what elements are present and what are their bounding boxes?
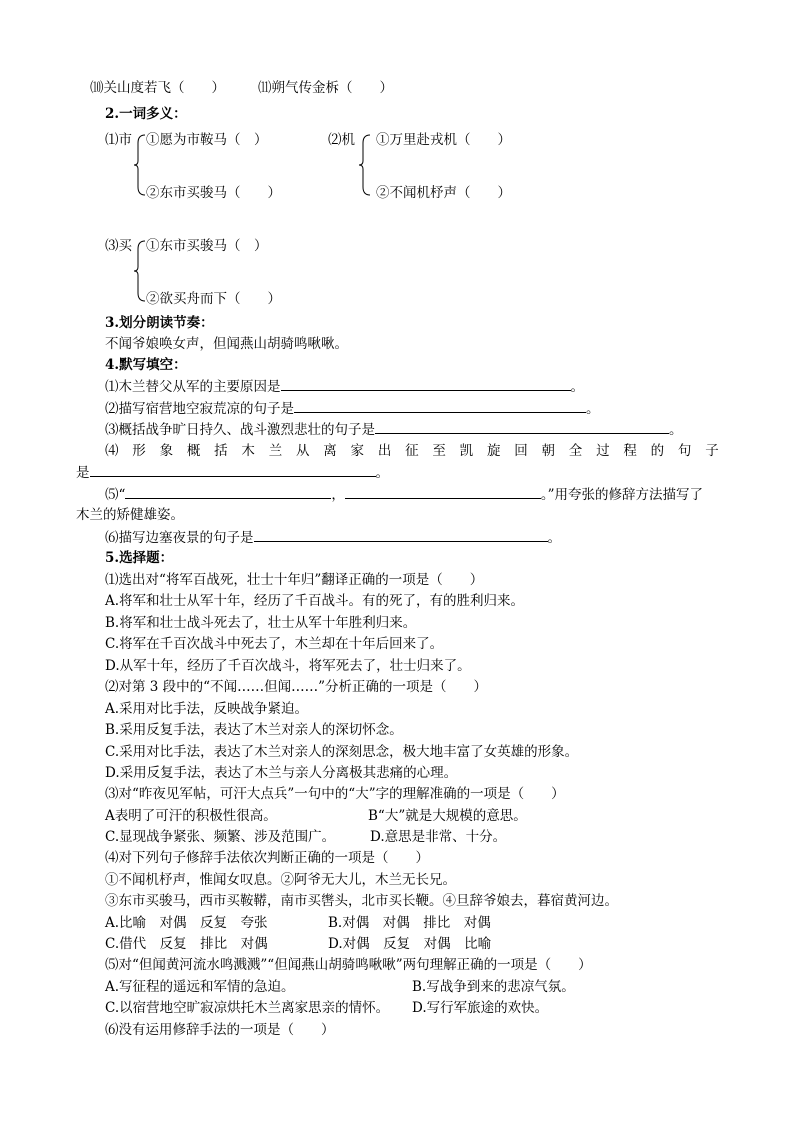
q4-s4-char: 朝 (541, 443, 555, 459)
q2-title: 2.一词多义： (105, 106, 187, 122)
q2-group3-label: ⑶买 (105, 238, 132, 254)
q4-s4-line (105, 441, 719, 461)
q4-s2-prompt: ⑵描写宿营地空寂荒凉的句子是 (105, 401, 294, 417)
q4-s2 (105, 398, 600, 419)
q5-p3-option-c: C.显现战争紧张、频繁、涉及范围广。 (105, 829, 336, 845)
q5-p1-option-b: B.将军和壮士战斗死去了，壮士从军十年胜利归来。 (105, 615, 417, 631)
q4-s4-char: 凯 (459, 443, 474, 459)
q5-p4-option-a: A.比喻 对偶 反复 夸张 (105, 915, 268, 931)
q4-s4-char: 全 (568, 443, 583, 459)
q4-s4-char: 子 (705, 443, 719, 459)
q4-s1-prompt: ⑴木兰替父从军的主要原因是 (105, 379, 281, 395)
q4-s3-prompt: ⑶概括战争旷日持久、战斗激烈悲壮的句子是 (105, 422, 375, 438)
q4-s5-blank-1[interactable] (125, 484, 331, 499)
q4-s6-end: 。 (547, 530, 561, 546)
q4-s1-end: 。 (570, 379, 584, 395)
q2-group2-label: ⑵机 (328, 132, 355, 148)
q4-s1 (105, 376, 584, 397)
q4-s4-char: 离 (323, 443, 337, 459)
q2-group3-a: ①东市买骏马（ ） (146, 238, 268, 254)
q4-s1-blank[interactable] (281, 376, 571, 391)
q4-s4-char: 回 (514, 443, 528, 459)
q5-p2-option-a: A.采用对比手法，反映战争紧迫。 (105, 701, 309, 717)
q4-s5 (105, 484, 703, 505)
q4-s6-blank[interactable] (254, 527, 548, 542)
q4-s5-blank-2[interactable] (345, 484, 541, 499)
q2-group1-brace (133, 133, 147, 197)
q4-s4-char: 至 (432, 443, 446, 459)
q4-s4-char: 木 (241, 443, 255, 459)
q3-title: 3.划分朗读节奏： (105, 315, 214, 331)
q4-s2-blank[interactable] (294, 398, 586, 413)
q4-s6 (105, 527, 561, 548)
q5-title: 5.选择题： (105, 550, 174, 566)
q5-p1-option-c: C.将军在千百次战斗中死去了，木兰却在十年后回来了。 (105, 636, 444, 652)
q4-s2-end: 。 (586, 401, 600, 417)
q5-p1-stem: ⑴选出对“将军百战死，壮士十年归”翻译正确的一项是（ ） (105, 572, 484, 588)
q1-item-11: ⑾朔气传金柝（ ） (258, 80, 393, 96)
q4-s4-char: ⑷ (105, 443, 119, 459)
q4-s4-char: 的 (650, 443, 665, 459)
q5-p3-stem: ⑶对“昨夜见军帖，可汗大点兵”一句中的“大”字的理解准确的一项是（ ） (105, 786, 565, 802)
q4-s4-char: 过 (596, 443, 610, 459)
q1-item-10: ⑽关山度若飞（ ） (90, 80, 225, 96)
q2-group1-label: ⑴市 (105, 132, 132, 148)
q4-s5-post: 。”用夸张的修辞方法描写了 (540, 487, 704, 503)
q5-p5-option-c: C.以宿营地空旷寂凉烘托木兰离家思亲的情怀。 (105, 1000, 390, 1016)
q4-s4-char: 句 (677, 443, 692, 459)
q5-p4-stem: ⑷对下列句子修辞手法依次判断正确的一项是（ ） (105, 850, 429, 866)
q5-p4-option-b: B.对偶 对偶 排比 对偶 (328, 915, 491, 931)
q4-s4-char: 概 (186, 443, 201, 459)
q5-p5-option-a: A.写征程的遥远和军情的急迫。 (105, 979, 295, 995)
q4-s5-prompt: ⑸“ (105, 487, 126, 503)
q4-s4-char: 从 (295, 443, 310, 459)
q5-p1-option-a: A.将军和壮士从军十年，经历了千百战斗。有的死了，有的胜利归来。 (105, 593, 525, 609)
q3-text: 不闻爷娘唤女声，但闻燕山胡骑鸣啾啾。 (105, 336, 348, 352)
q4-s3-end: 。 (669, 422, 683, 438)
q4-s4-end: 。 (375, 465, 389, 481)
q5-p2-option-c: C.采用对比手法，表达了木兰对亲人的深刻思念，极大地丰富了女英雄的形象。 (105, 744, 579, 760)
q2-group3-brace (133, 239, 147, 303)
q4-s4-char: 程 (623, 443, 637, 459)
q4-s4-char: 出 (377, 443, 392, 459)
q5-p4-option-d: D.对偶 反复 对偶 比喻 (328, 936, 492, 952)
q4-s4-char: 括 (214, 443, 228, 459)
q2-group2-b: ②不闻机杼声（ ） (376, 185, 511, 201)
q2-group2-brace (358, 133, 372, 197)
q5-p2-option-d: D.采用反复手法，表达了木兰与亲人分离极其悲痛的心理。 (105, 765, 458, 781)
q4-s4-char: 旋 (486, 443, 501, 459)
q5-p6-stem: ⑹没有运用修辞手法的一项是（ ） (105, 1022, 335, 1038)
q4-s4-blank[interactable] (90, 462, 376, 477)
q4-s4-char: 象 (159, 443, 174, 459)
q4-s4-char: 征 (405, 443, 419, 459)
q2-group3-b: ②欲买舟而下（ ） (146, 291, 281, 307)
q4-s4-char: 形 (132, 443, 146, 459)
q5-p4-sentences-1: ①不闻机杼声，惟闻女叹息。②阿爷无大儿，木兰无长兄。 (105, 872, 456, 888)
q5-p4-sentences-2: ③东市买骏马，西市买鞍鞯，南市买辔头，北市买长鞭。④旦辞爷娘去，暮宿黄河边。 (105, 893, 618, 909)
q4-s4-char: 兰 (268, 443, 283, 459)
q5-p3-option-d: D.意思是非常、十分。 (370, 829, 507, 845)
q5-p2-option-b: B.采用反复手法，表达了木兰对亲人的深切怀念。 (105, 722, 403, 738)
q4-s4-cont-text: 是 (76, 465, 90, 481)
q2-group2-a: ①万里赴戎机（ ） (376, 132, 511, 148)
q5-p5-option-d: D.写行军旅途的欢快。 (412, 1000, 549, 1016)
q4-s3 (105, 419, 683, 440)
q4-s4-char: 家 (350, 443, 365, 459)
q4-s5-comma: ， (331, 487, 345, 503)
q5-p5-option-b: B.写战争到来的悲凉气氛。 (412, 979, 575, 995)
q4-s3-blank[interactable] (375, 419, 669, 434)
q4-s5-cont: 木兰的矫健雄姿。 (76, 507, 184, 523)
q4-s4-cont (76, 462, 389, 483)
q5-p5-stem: ⑸对“但闻黄河流水鸣溅溅”“但闻燕山胡骑鸣啾啾”两句理解正确的一项是（ ） (105, 957, 592, 973)
q5-p3-option-a: A表明了可汗的积极性很高。 (105, 808, 277, 824)
q5-p4-option-c: C.借代 反复 排比 对偶 (105, 936, 268, 952)
q5-p1-option-d: D.从军十年，经历了千百次战斗，将军死去了，壮士归来了。 (105, 658, 471, 674)
q2-group1-b: ②东市买骏马（ ） (146, 185, 281, 201)
q4-title: 4.默写填空： (105, 357, 187, 373)
q2-group1-a: ①愿为市鞍马（ ） (146, 132, 268, 148)
q4-s6-prompt: ⑹描写边塞夜景的句子是 (105, 530, 254, 546)
q5-p3-option-b: B“大”就是大规模的意思。 (368, 808, 527, 824)
q5-p2-stem: ⑵对第 3 段中的“不闻……但闻……”分析正确的一项是（ ） (105, 679, 487, 695)
